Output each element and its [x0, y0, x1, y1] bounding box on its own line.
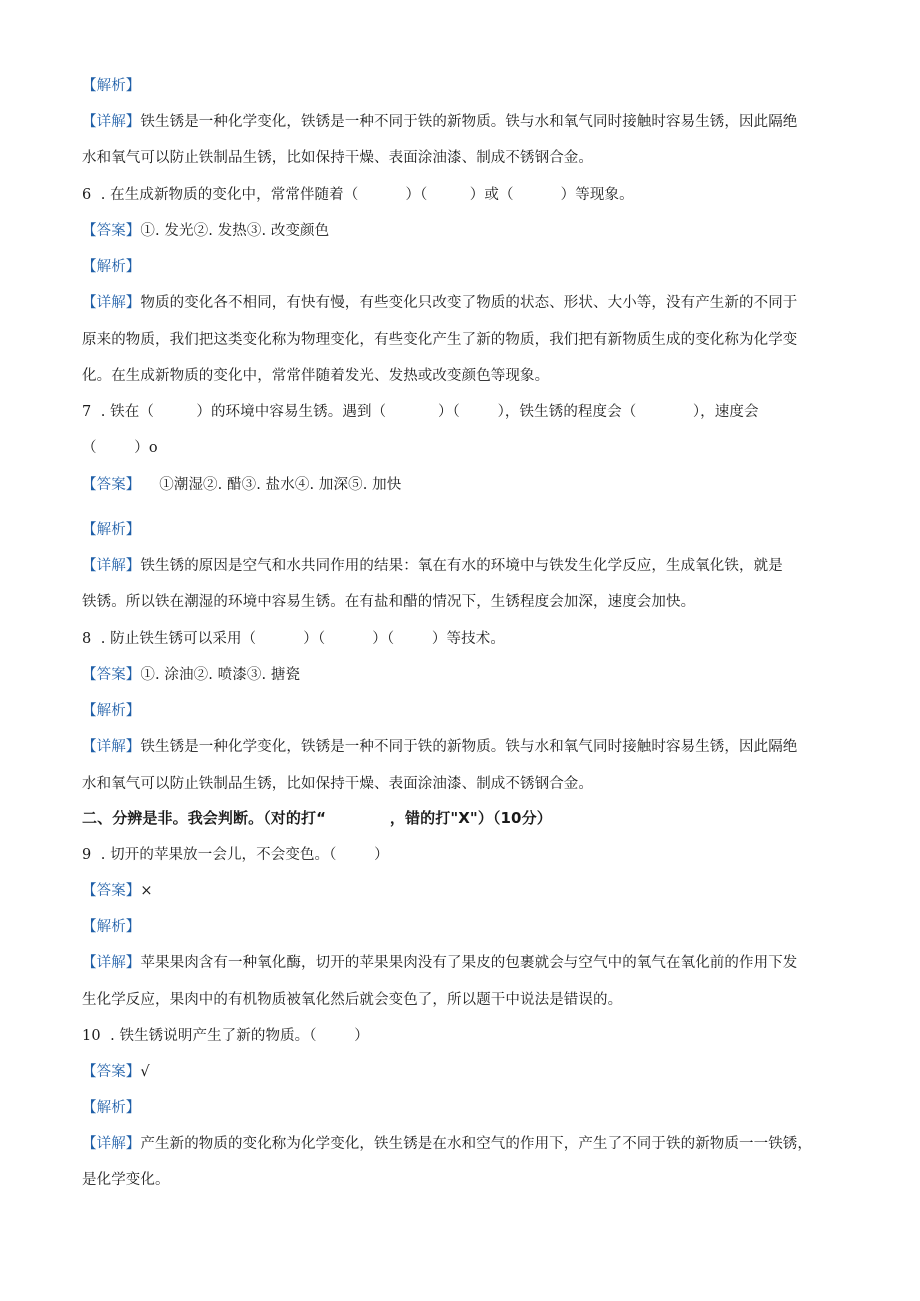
- section-tag: 【解析】: [82, 522, 141, 538]
- paragraph-line: 是化学变化。: [82, 1172, 170, 1188]
- section-tag: 【解析】: [82, 259, 141, 275]
- paragraph-line: 水和氧气可以防止铁制品生锈，比如保持干燥、表面涂油漆、制成不锈钢合金。: [82, 150, 593, 166]
- explanation-line: [82, 293, 797, 313]
- section-heading: 二、分辨是非。我会判断。（对的打“ ，错的打"X"）（10分）: [82, 809, 552, 827]
- answer-line: [82, 1062, 150, 1082]
- section-tag: 【解析】: [82, 703, 141, 719]
- section-tag: 【详解】: [82, 739, 141, 755]
- question-8: 8 . 防止铁生锈可以采用（ ）（ ）（ ）等技术。: [82, 631, 505, 647]
- paragraph-text: 铁生锈是一种化学变化，铁锈是一种不同于铁的新物质。铁与水和氧气同时接触时容易生锈，因此隔绝: [140, 114, 798, 130]
- paragraph-text: 物质的变化各不相同，有快有慢，有些变化只改变了物质的状态、形状、大小等，没有产生新的不同于: [140, 295, 798, 311]
- section-tag: 【解析】: [82, 919, 141, 935]
- answer-text: ①. 涂油②. 喷漆③. 搪瓷: [140, 667, 301, 683]
- paragraph-text: 产生新的物质的变化称为化学变化，铁生锈是在水和空气的作用下，产生了不同于铁的新物质一一铁锈，: [140, 1136, 813, 1152]
- section-tag: 【答案】: [82, 883, 141, 899]
- paragraph-text: 铁生锈是一种化学变化，铁锈是一种不同于铁的新物质。铁与水和氧气同时接触时容易生锈，因此隔绝: [140, 739, 798, 755]
- section-tag: 【详解】: [82, 114, 141, 130]
- explanation-line: [82, 556, 783, 576]
- section-tag: 【答案】: [82, 477, 141, 493]
- explanation-line: [82, 1134, 812, 1154]
- section-tag: 【答案】: [82, 667, 141, 683]
- section-tag: 【详解】: [82, 295, 141, 311]
- paragraph-line: 铁锈。所以铁在潮湿的环境中容易生锈。在有盐和醋的情况下，生锈程度会加深，速度会加快。: [82, 594, 696, 610]
- question-6: 6 . 在生成新物质的变化中，常常伴随着（ ）（ ）或（ ）等现象。: [82, 187, 634, 203]
- answer-text: ①. 发光②. 发热③. 改变颜色: [140, 223, 330, 239]
- answer-line: [82, 475, 401, 495]
- analysis-label: [82, 701, 140, 721]
- section-tag: 【答案】: [82, 1064, 141, 1080]
- analysis-label: [82, 76, 140, 96]
- section-tag: 【解析】: [82, 1100, 141, 1116]
- question-7: 7 . 铁在（ ）的环境中容易生锈。遇到（ ）（ ），铁生锈的程度会（ ），速度会: [82, 404, 759, 420]
- explanation-line: [82, 112, 797, 132]
- answer-line: [82, 665, 300, 685]
- explanation-line: [82, 737, 797, 757]
- paragraph-line: 生化学反应，果肉中的有机物质被氧化然后就会变色了，所以题干中说法是错误的。: [82, 992, 623, 1008]
- analysis-label: [82, 917, 140, 937]
- explanation-line: [82, 953, 797, 973]
- paragraph-text: 铁生锈的原因是空气和水共同作用的结果：氧在有水的环境中与铁发生化学反应，生成氧化铁，就是: [140, 558, 783, 574]
- analysis-label: [82, 1098, 140, 1118]
- section-tag: 【详解】: [82, 955, 141, 971]
- answer-line: [82, 881, 153, 901]
- paragraph-line: 原来的物质，我们把这类变化称为物理变化，有些变化产生了新的物质，我们把有新物质生成的变化称为化学变: [82, 332, 798, 348]
- question-10: 10 . 铁生锈说明产生了新的物质。（ ）: [82, 1028, 369, 1044]
- section-tag: 【解析】: [82, 78, 141, 94]
- analysis-label: [82, 520, 140, 540]
- answer-text: ①潮湿②. 醋③. 盐水④. 加深⑤. 加快: [140, 477, 402, 493]
- paragraph-line: 化。在生成新物质的变化中，常常伴随着发光、发热或改变颜色等现象。: [82, 368, 550, 384]
- section-tag: 【详解】: [82, 1136, 141, 1152]
- paragraph-line: 水和氧气可以防止铁制品生锈，比如保持干燥、表面涂油漆、制成不锈钢合金。: [82, 776, 593, 792]
- question-9: 9 . 切开的苹果放一会儿，不会变色。（ ）: [82, 847, 389, 863]
- section-tag: 【答案】: [82, 223, 141, 239]
- paragraph-text: 苹果果肉含有一种氧化酶，切开的苹果果肉没有了果皮的包裹就会与空气中的氧气在氧化前的作用下发: [140, 955, 798, 971]
- answer-text: √: [140, 1064, 150, 1080]
- answer-line: [82, 221, 329, 241]
- section-tag: 【详解】: [82, 558, 141, 574]
- answer-text: ×: [140, 883, 153, 899]
- question-7-continued: （ ）o: [82, 440, 158, 456]
- analysis-label: [82, 257, 140, 277]
